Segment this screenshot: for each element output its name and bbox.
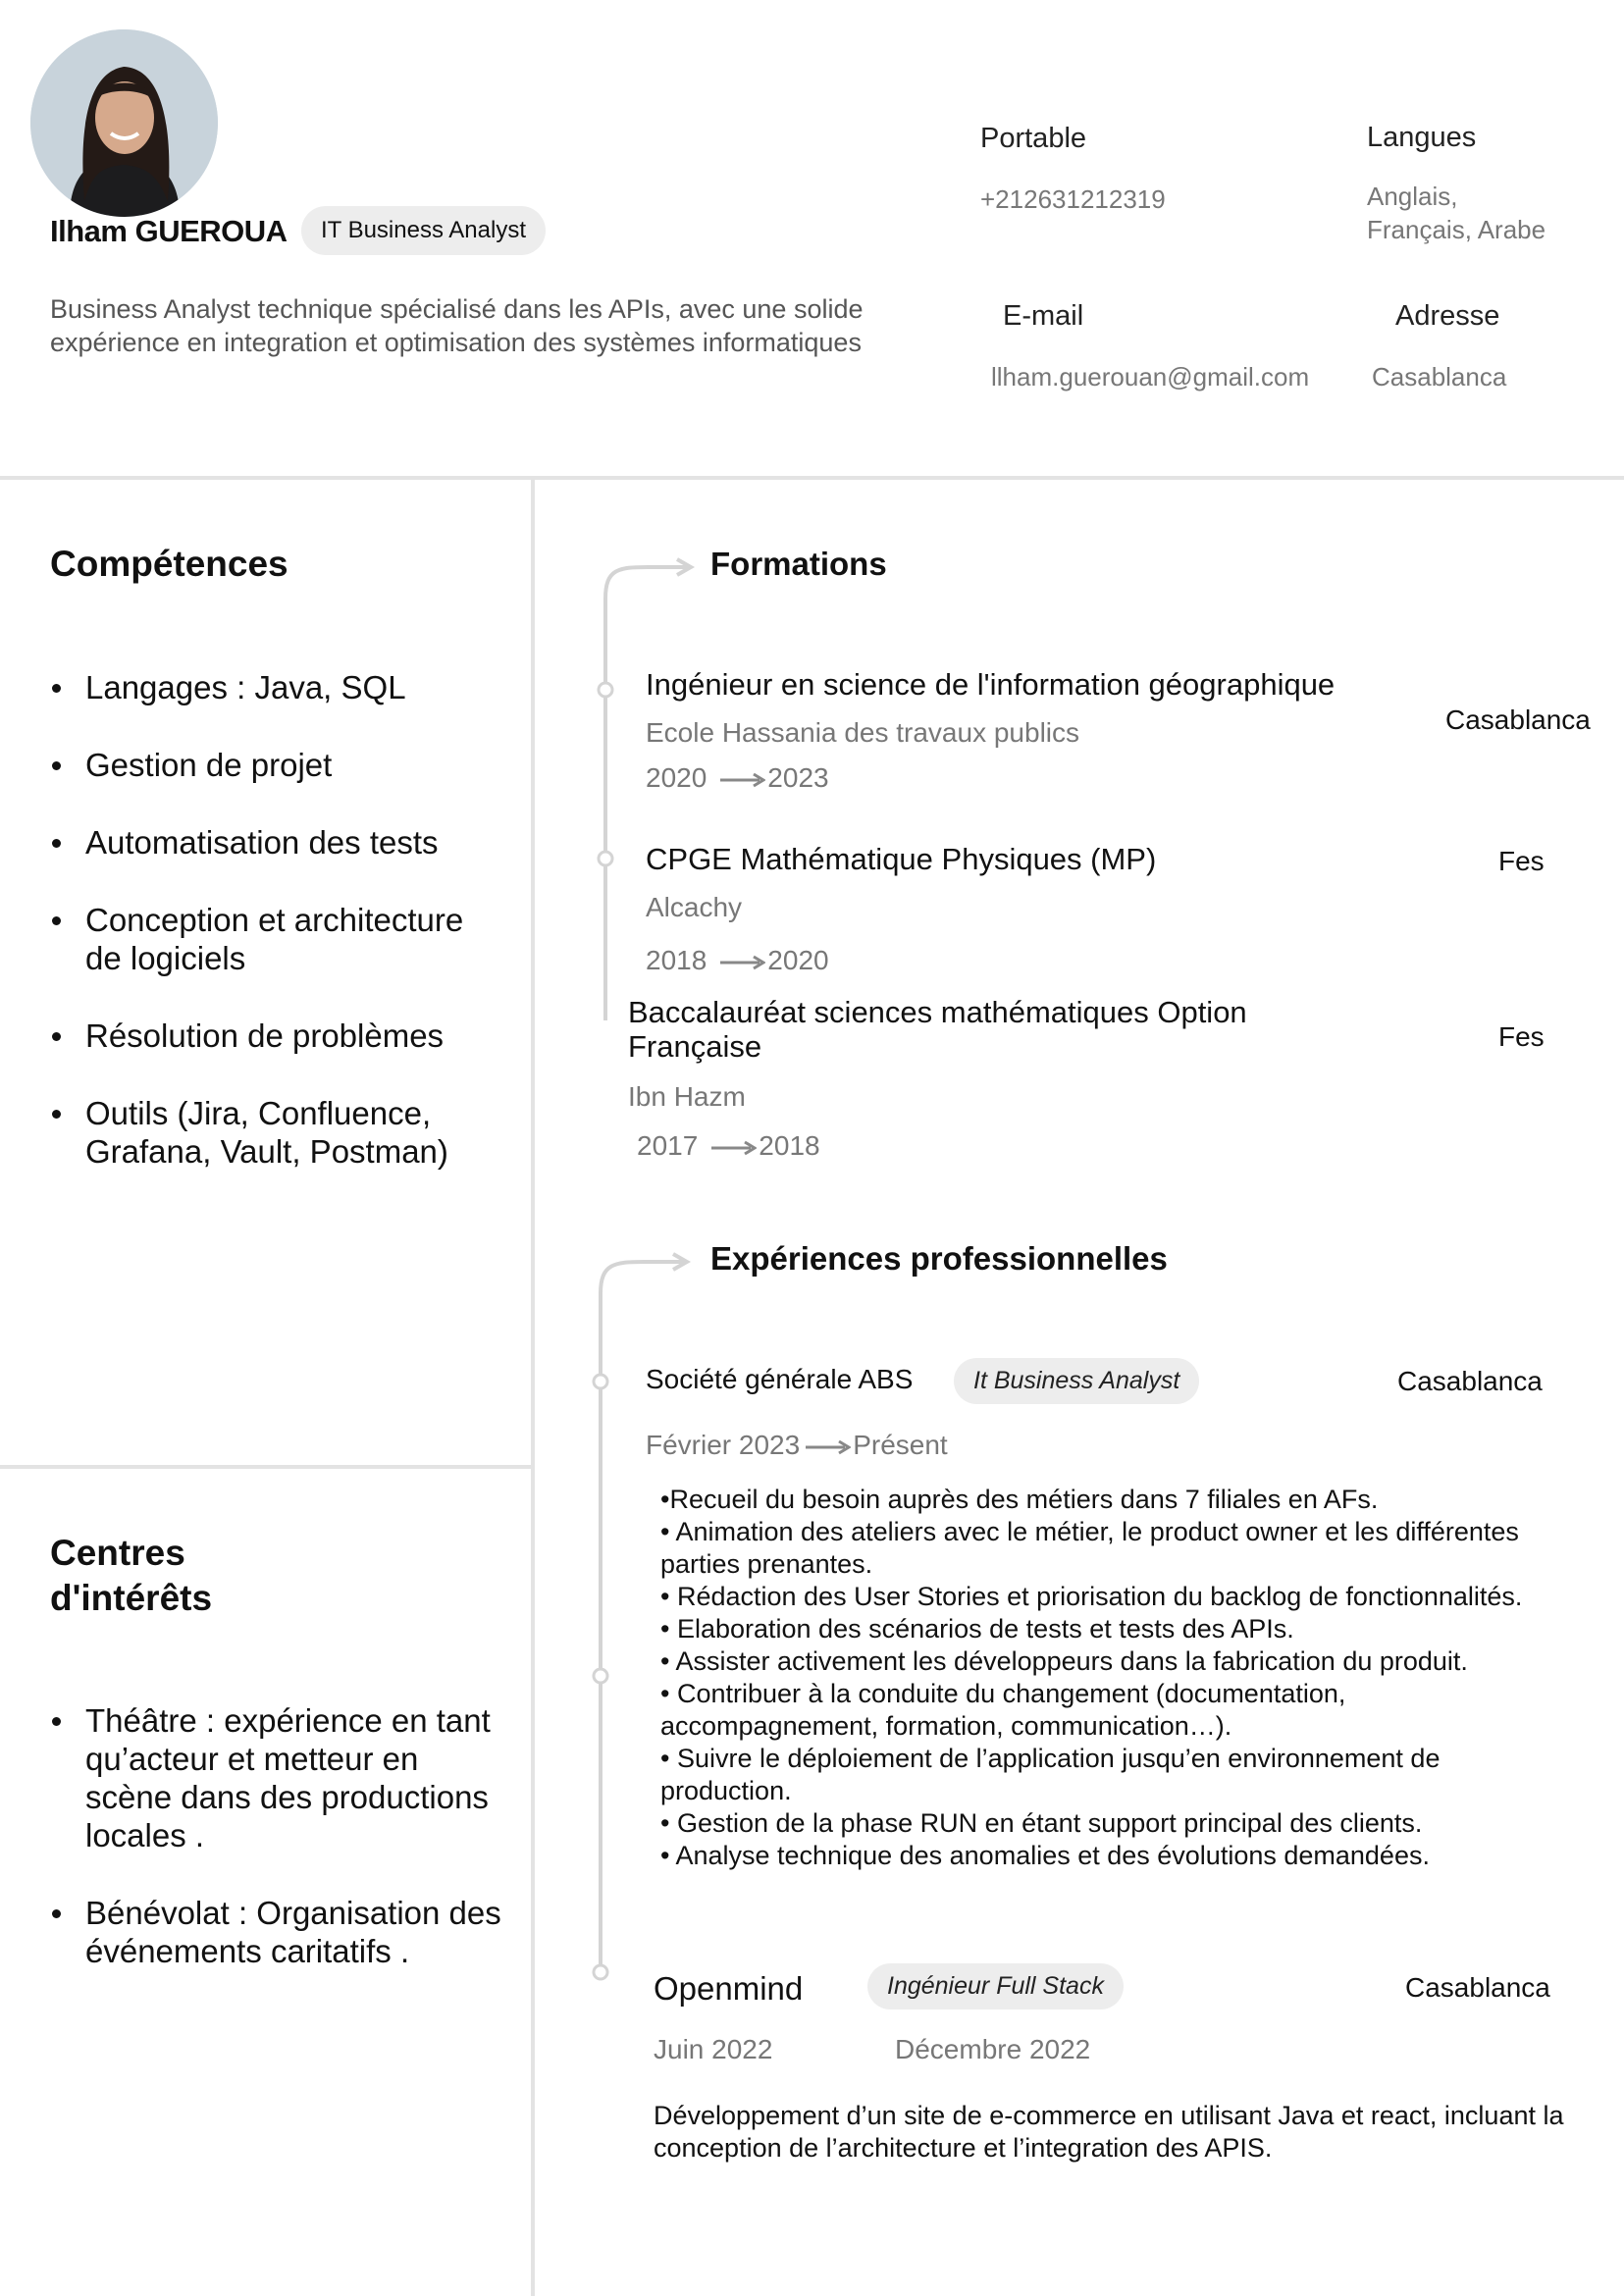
arrow-right-icon: [720, 955, 765, 970]
arrow-right-icon: [720, 772, 765, 788]
skill-item: Gestion de projet: [50, 746, 501, 784]
start-date: 2020: [646, 762, 707, 793]
job-bullet: • Rédaction des User Stories et priorisation du backlog de fonctionnalités.: [660, 1582, 1523, 1611]
education-item-location: Casablanca: [1445, 704, 1591, 735]
job-bullet: • Animation des ateliers avec le métier, le product owner et les différentes parties prenantes.: [660, 1517, 1519, 1579]
skill-item: Outils (Jira, Confluence, Grafana, Vault, Postman): [50, 1094, 501, 1171]
header-divider: [0, 476, 1624, 480]
end-date: 2020: [767, 945, 829, 975]
languages-line-2: Français, Arabe: [1367, 215, 1546, 244]
skills-list: [50, 668, 501, 1171]
skills-title: Compétences: [50, 544, 288, 584]
job-bullet: • Analyse technique des anomalies et des évolutions demandées.: [660, 1841, 1430, 1870]
start-date: Février 2023: [646, 1430, 801, 1460]
education-item-dates: [637, 1130, 820, 1162]
job-role-badge: Ingénieur Full Stack: [867, 1963, 1124, 2009]
job-company: Openmind: [654, 1970, 804, 2007]
skill-item: Résolution de problèmes: [50, 1017, 501, 1055]
phone-label: Portable: [980, 123, 1087, 154]
job-bullet: • Elaboration des scénarios de tests et tests des APIs.: [660, 1614, 1294, 1644]
job-description: Développement d’un site de e-commerce en utilisant Java et react, incluant la conception de l’architecture et l’integration des APIS.: [654, 2101, 1564, 2163]
person-name: Ilham GUEROUA: [50, 214, 288, 248]
end-date: 2023: [767, 762, 829, 793]
end-date: 2018: [759, 1130, 820, 1161]
education-item-title: Baccalauréat sciences mathématiques Option Française: [628, 995, 1247, 1064]
education-item-school: Alcachy: [646, 892, 743, 922]
job-bullet: • Suivre le déploiement de l’application jusqu’en environnement de production.: [660, 1744, 1441, 1805]
education-item-dates: [646, 762, 829, 794]
start-date: 2017: [637, 1130, 699, 1161]
job-start-date: Juin 2022: [654, 2034, 773, 2064]
job-bullet: • Gestion de la phase RUN en étant support principal des clients.: [660, 1808, 1423, 1838]
experience-title: Expériences professionnelles: [710, 1240, 1168, 1277]
education-item-location: Fes: [1498, 1021, 1545, 1052]
languages-label: Langues: [1367, 122, 1477, 153]
job-location: Casablanca: [1405, 1972, 1550, 2003]
languages-line-1: Anglais,: [1367, 182, 1458, 211]
email-label: E-mail: [1003, 300, 1084, 332]
job-bullet: • Assister activement les développeurs dans la fabrication du produit.: [660, 1646, 1468, 1676]
job-role-badge: It Business Analyst: [954, 1358, 1199, 1404]
address-label: Adresse: [1395, 300, 1500, 332]
sidebar-divider: [0, 1465, 531, 1469]
education-item-dates: [646, 945, 829, 976]
job-location: Casablanca: [1397, 1366, 1543, 1396]
education-title: Formations: [710, 546, 887, 582]
column-divider: [531, 480, 535, 2296]
interest-item: Théâtre : expérience en tant qu’acteur et metteur en scène dans des productions locales .: [50, 1701, 501, 1854]
job-company: Société générale ABS: [646, 1364, 914, 1394]
job-bullet: • Contribuer à la conduite du changement (documentation, accompagnement, formation, communication…).: [660, 1679, 1346, 1741]
job-dates: [646, 1430, 948, 1461]
education-item-title: Ingénieur en science de l'information géographique: [646, 667, 1336, 702]
interests-title: Centres d'intérêts: [50, 1533, 213, 1618]
end-date: Présent: [853, 1430, 948, 1460]
profile-photo: [30, 29, 218, 217]
skill-item: Automatisation des tests: [50, 823, 501, 861]
profile-summary: Business Analyst technique spécialisé dans les APIs, avec une solide expérience en integration et optimisation des systèmes informatiques: [50, 294, 864, 357]
education-item-school: Ecole Hassania des travaux publics: [646, 717, 1080, 748]
email-value: llham.guerouan@gmail.com: [991, 362, 1310, 391]
job-end-date: Décembre 2022: [895, 2034, 1091, 2064]
job-responsibilities: [660, 1484, 1568, 1872]
profile-photo-illustration: [30, 29, 218, 217]
education-item-school: Ibn Hazm: [628, 1081, 746, 1112]
start-date: 2018: [646, 945, 707, 975]
job-bullet: •Recueil du besoin auprès des métiers dans 7 filiales en AFs.: [660, 1485, 1379, 1514]
address-value: Casablanca: [1372, 362, 1507, 391]
arrow-right-icon: [711, 1140, 757, 1156]
education-item-title: CPGE Mathématique Physiques (MP): [646, 842, 1157, 876]
education-item-location: Fes: [1498, 846, 1545, 876]
skill-item: Langages : Java, SQL: [50, 668, 501, 706]
interest-item: Bénévolat : Organisation des événements caritatifs .: [50, 1894, 501, 1970]
arrow-right-icon: [806, 1439, 851, 1455]
skill-item: Conception et architecture de logiciels: [50, 901, 501, 977]
role-badge: IT Business Analyst: [301, 206, 546, 255]
phone-value: +212631212319: [980, 184, 1166, 214]
interests-list: [50, 1701, 501, 1970]
